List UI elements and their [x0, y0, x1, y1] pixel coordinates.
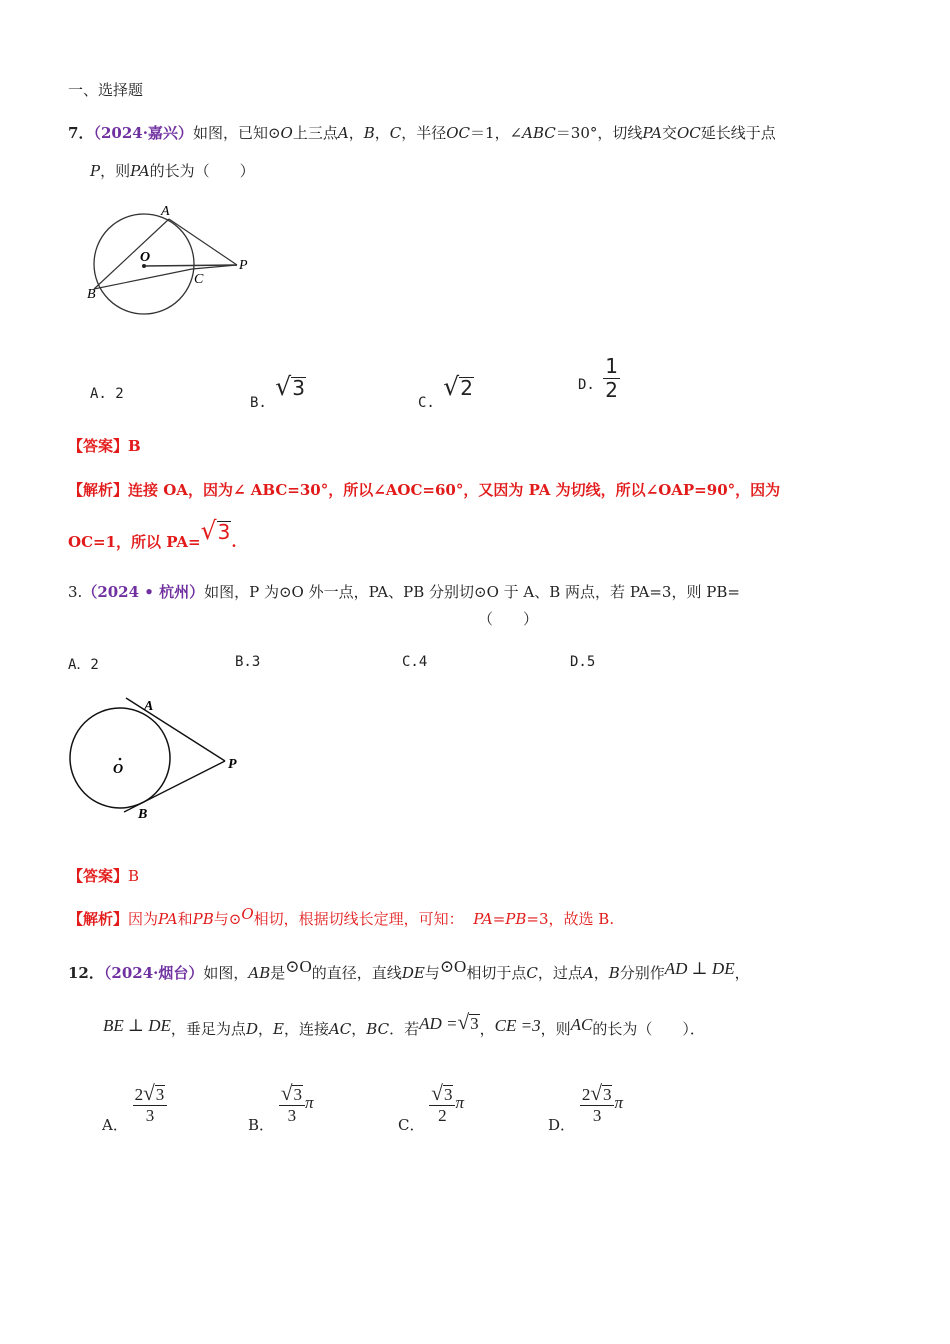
q3-source: （2024 • 杭州） — [82, 583, 205, 601]
q7-label-a: A — [161, 204, 170, 219]
q7-option-b[interactable]: B. √ 3 — [250, 372, 305, 411]
q3-analysis: 【解析】因为PA和PB与⊙O相切，根据切线长定理，可知： PA=PB=3，故选 B. — [68, 905, 615, 928]
q3-tangent-pb — [124, 761, 225, 812]
q3-option-c[interactable]: C.4 — [402, 654, 428, 670]
q12-option-b[interactable]: B． √ 3 3 π — [248, 1081, 314, 1135]
q12-option-d[interactable]: D． 2 √ 3 3 π — [548, 1081, 624, 1135]
q12-sqrt: √ 3 — [457, 1010, 479, 1034]
q7-option-c[interactable]: C. √ 2 — [418, 372, 473, 411]
q12-option-d-fraction: 2 √ 3 3 — [580, 1083, 615, 1125]
q12-source: （2024·烟台） — [103, 964, 204, 982]
q7-option-b-sqrt: √ 3 — [275, 372, 305, 401]
q12-line1: 12．（2024·烟台）如图，AB是⊙O的直径，直线DE与⊙O相切于点C，过点A，B分别作AD ⊥ DE， — [68, 957, 750, 982]
q7-source: （2024·嘉兴） — [93, 124, 193, 142]
q7-label-b: B — [87, 287, 96, 302]
q7-chord-ba — [94, 219, 169, 289]
q7-analysis-line2: OC=1，所以 PA= √ 3 . — [68, 516, 237, 551]
q7-label-o: O — [140, 250, 151, 265]
q7-line2: P，则PA的长为（ ） — [90, 162, 255, 180]
q3-option-d[interactable]: D.5 — [570, 654, 596, 670]
q3-option-a[interactable]: A．2 — [68, 657, 99, 673]
q7-answer: 【答案】B — [68, 437, 141, 455]
q3-option-b[interactable]: B.3 — [235, 654, 261, 670]
q7-figure — [80, 195, 270, 325]
q3-line1 — [68, 581, 740, 602]
q3-answer: 【答案】B — [68, 867, 140, 885]
q7-analysis-sqrt: √ 3 — [200, 516, 231, 545]
q7-tangent-pa — [169, 219, 237, 265]
q7-label-p: P — [239, 258, 248, 273]
q3-label-a: A — [144, 699, 154, 714]
q7-label-c: C — [194, 272, 204, 287]
q3-text: 如图，P 为⊙O 外一点，PA、PB 分别切⊙O 于 A、B 两点，若 PA=3，则 PB= — [204, 583, 740, 601]
q3-label-o: O — [113, 762, 124, 777]
q3-number: 3. — [68, 583, 83, 601]
q3-label-b: B — [138, 807, 148, 822]
q3-blank: （ ） — [478, 610, 539, 628]
q7-option-d-fraction: $\frac{1}{2}$ — [605, 354, 619, 402]
q3-label-p: P — [228, 757, 237, 772]
q3-figure — [60, 692, 260, 827]
section-title: 一、选择题 — [68, 81, 144, 99]
q3-center-dot — [119, 758, 122, 761]
q12-number: 12 — [68, 964, 89, 982]
q12-option-c-fraction: √ 3 2 — [429, 1083, 455, 1125]
q3-tangent-pa — [126, 698, 225, 761]
q7-line1: 7．（2024·嘉兴）如图，已知⊙O上三点A，B，C，半径OC＝1，∠ABC＝30°，切线PA交OC延长线于点 — [68, 124, 776, 142]
q12-option-b-fraction: √ 3 3 — [279, 1083, 305, 1125]
q12-line2: BE ⊥ DE，垂足为点D，E，连接AC，BC．若AD = √ 3 ，CE =3，则AC的长为（ ）． — [103, 1010, 705, 1038]
q7-option-d[interactable]: D. $\frac{1}{2}$ — [578, 354, 619, 402]
q7-number: 7 — [68, 124, 79, 142]
q12-option-a-fraction: 2 √ 3 3 — [133, 1083, 168, 1125]
q12-option-a[interactable]: A． 2 √ 3 3 — [102, 1083, 167, 1125]
q7-analysis-line1: 【解析】连接 OA，因为∠ ABC=30°，所以∠AOC=60°，又因为 PA 为切线，所以∠OAP=90°，因为 — [68, 481, 781, 499]
q12-arc-ac: AC — [570, 1015, 593, 1034]
q7-chord-bc — [94, 269, 192, 289]
q7-option-c-sqrt: √ 2 — [443, 372, 473, 401]
q12-option-c[interactable]: C． √ 3 2 π — [398, 1081, 464, 1135]
q7-option-a[interactable]: A. 2 — [90, 386, 124, 402]
